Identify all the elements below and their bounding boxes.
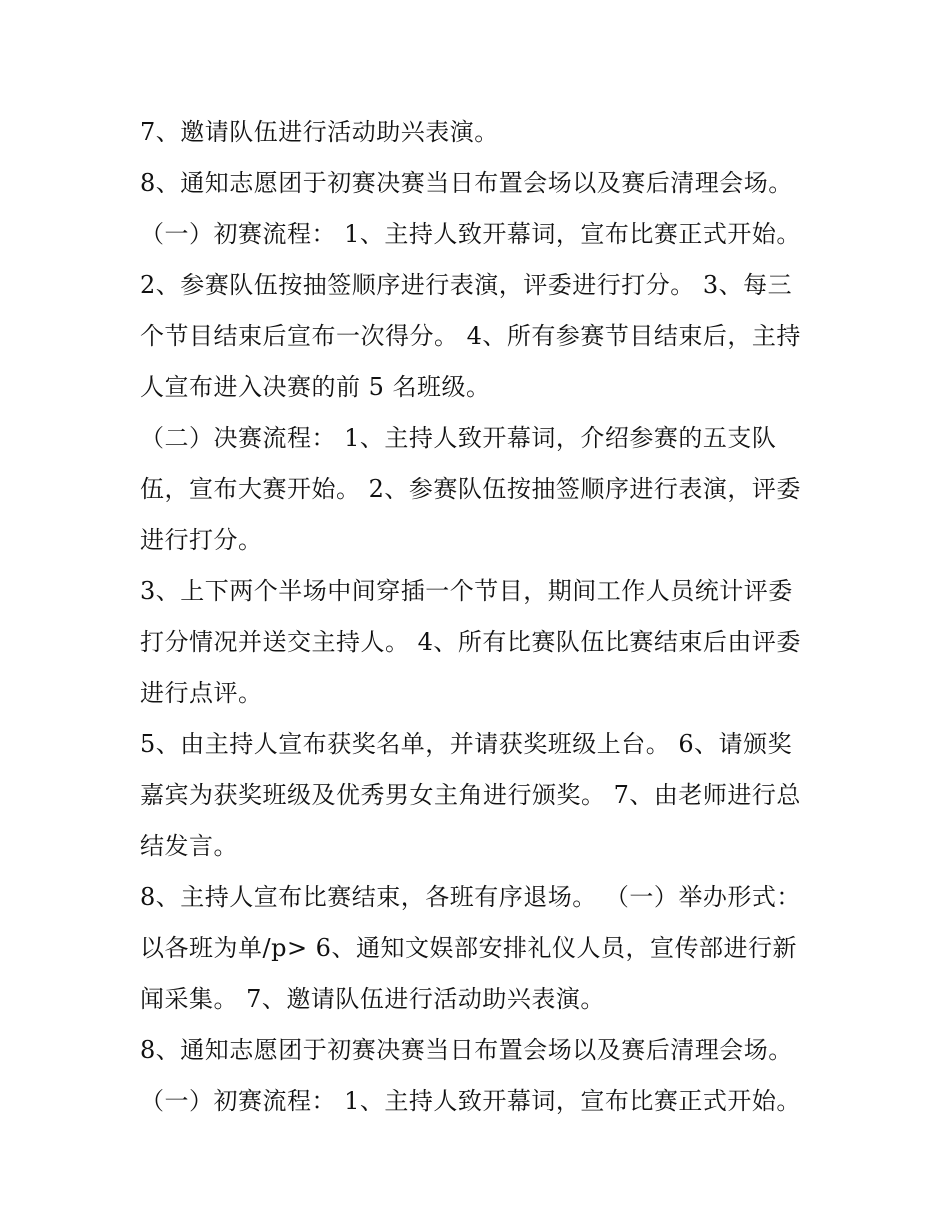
text-line: 进行打分。 bbox=[140, 526, 263, 554]
text-line: 嘉宾为获奖班级及优秀男女主角进行颁奖。 7、由老师进行总 bbox=[140, 781, 801, 809]
text-line: 伍，宣布大赛开始。 2、参赛队伍按抽签顺序进行表演，评委 bbox=[140, 475, 801, 503]
text-line: 3、上下两个半场中间穿插一个节目，期间工作人员统计评委 bbox=[140, 577, 793, 605]
text-line: 结发言。 bbox=[140, 832, 238, 860]
text-line: 打分情况并送交主持人。 4、所有比赛队伍比赛结束后由评委 bbox=[140, 628, 801, 656]
text-line: 闻采集。 7、邀请队伍进行活动助兴表演。 bbox=[140, 985, 605, 1013]
text-line: （一）初赛流程： 1、主持人致开幕词，宣布比赛正式开始。 bbox=[140, 1087, 801, 1115]
text-line: 人宣布进入决赛的前 5 名班级。 bbox=[140, 373, 491, 401]
text-line: 以各班为单/p> 6、通知文娱部安排礼仪人员，宣传部进行新 bbox=[140, 934, 797, 962]
text-line: 7、邀请队伍进行活动助兴表演。 bbox=[140, 118, 499, 146]
text-line: 8、通知志愿团于初赛决赛当日布置会场以及赛后清理会场。 bbox=[140, 1036, 793, 1064]
text-line: （一）初赛流程： 1、主持人致开幕词，宣布比赛正式开始。 bbox=[140, 220, 801, 248]
text-line: 8、通知志愿团于初赛决赛当日布置会场以及赛后清理会场。 bbox=[140, 169, 793, 197]
text-line: 2、参赛队伍按抽签顺序进行表演，评委进行打分。 3、每三 bbox=[140, 271, 793, 299]
text-line: 进行点评。 bbox=[140, 679, 263, 707]
text-line: 8、主持人宣布比赛结束，各班有序退场。 （一）举办形式： bbox=[140, 883, 801, 911]
text-line: 5、由主持人宣布获奖名单，并请获奖班级上台。 6、请颁奖 bbox=[140, 730, 793, 758]
text-line: （二）决赛流程： 1、主持人致开幕词，介绍参赛的五支队 bbox=[140, 424, 777, 452]
text-line: 个节目结束后宣布一次得分。 4、所有参赛节目结束后，主持 bbox=[140, 322, 801, 350]
document-body bbox=[140, 107, 820, 1127]
